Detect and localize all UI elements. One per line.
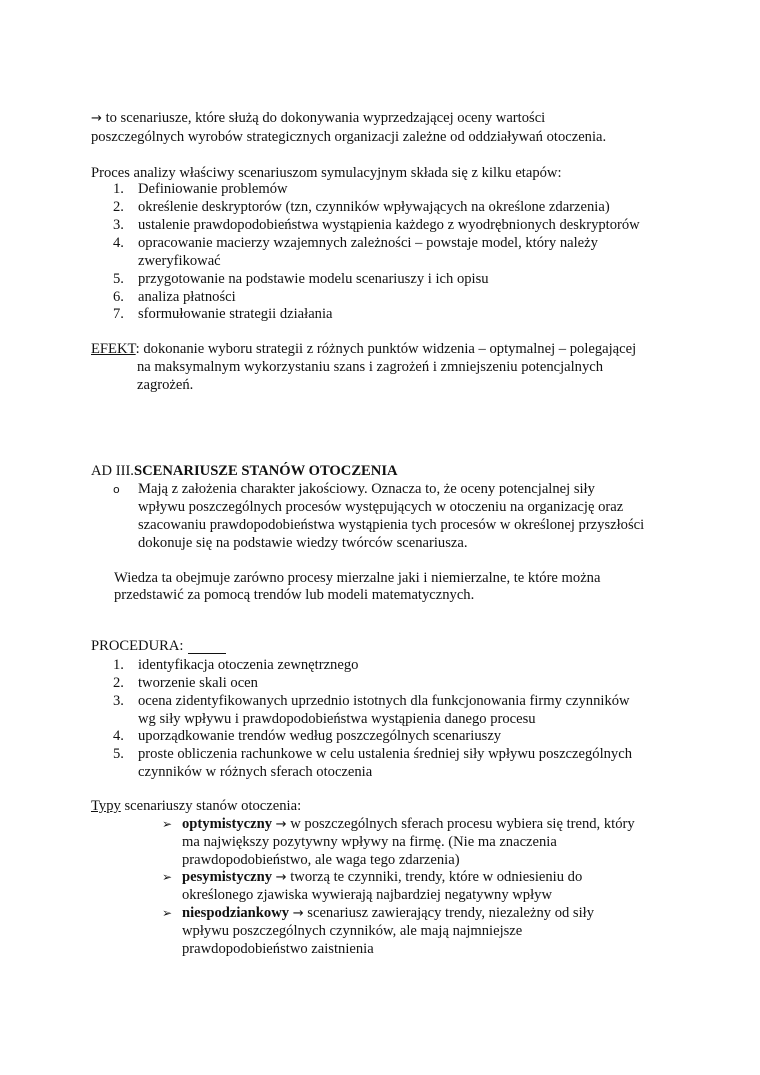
bullet-line: dokonuje się na podstawie wiedzy twórców scenariusza. <box>138 535 468 551</box>
procedure-item-continued: wg siły wpływu i prawdopodobieństwa wystąpienia danego procesu <box>138 711 536 727</box>
process-item-number: 4. <box>113 235 124 251</box>
process-item-number: 7. <box>113 306 124 322</box>
process-item: sformułowanie strategii działania <box>138 306 333 322</box>
type-pessimistic-line-2: określonego zjawiska wywierają najbardziej negatywny wpływ <box>182 887 552 903</box>
types-heading: Typy scenariuszy stanów otoczenia: <box>91 798 302 814</box>
bullet-line: szacowaniu prawdopodobieństwa wystąpienia tych procesów w określonej przyszłości <box>138 517 645 533</box>
procedure-item-number: 5. <box>113 746 124 762</box>
efekt-label: EFEKT <box>91 341 136 357</box>
process-item-number: 1. <box>113 181 124 197</box>
process-item-number: 2. <box>113 199 124 215</box>
efekt-line-3: zagrożeń. <box>137 377 194 393</box>
type-optimistic-line-2: ma największy pozytywny wpływy na firmę. (Nie ma znaczenia <box>182 834 557 850</box>
procedure-item-number: 4. <box>113 728 124 744</box>
efekt-line-2: na maksymalnym wykorzystaniu szans i zagrożeń i zmniejszeniu potencjalnych <box>137 359 604 375</box>
intro-line-1: → to scenariusze, które służą do dokonywania wyprzedzającej oceny wartości <box>91 110 546 126</box>
circle-bullet-icon: o <box>113 483 120 496</box>
process-item: przygotowanie na podstawie modelu scenariuszy i ich opisu <box>138 271 489 287</box>
knowledge-line-1: Wiedza ta obejmuje zarówno procesy mierzalne jaki i niemierzalne, te które można <box>114 570 601 586</box>
arrow-bullet-icon: ➢ <box>162 870 173 884</box>
type-pessimistic-line-1: pesymistyczny → tworzą te czynniki, trendy, które w odniesieniu do <box>182 869 583 885</box>
bullet-line: Mają z założenia charakter jakościowy. Oznacza to, że oceny potencjalnej siły <box>138 481 595 497</box>
procedure-item-continued: czynników w różnych sferach otoczenia <box>138 764 373 780</box>
type-optimistic-line-3: prawdopodobieństwo, ale waga tego zdarzenia) <box>182 852 460 868</box>
process-item: Definiowanie problemów <box>138 181 288 197</box>
section-title: SCENARIUSZE STANÓW OTOCZENIA <box>133 463 398 479</box>
procedure-item: proste obliczenia rachunkowe w celu ustalenia średniej siły wpływu poszczególnych <box>138 746 632 762</box>
type-surprise-line-3: prawdopodobieństwo zaistnienia <box>182 941 374 957</box>
process-item: opracowanie macierzy wzajemnych zależności – powstaje model, który należy <box>138 235 598 251</box>
procedure-item-number: 1. <box>113 657 124 673</box>
procedure-item: tworzenie skali ocen <box>138 675 258 691</box>
procedure-item: uporządkowanie trendów według poszczególnych scenariuszy <box>138 728 502 744</box>
procedure-label: PROCEDURA: <box>91 638 184 654</box>
process-item-number: 5. <box>113 271 124 287</box>
procedure-item-number: 3. <box>113 693 124 709</box>
bullet-line: wpływu poszczególnych procesów występujących w otoczeniu na organizację oraz <box>138 499 624 515</box>
knowledge-line-2: przedstawić za pomocą trendów lub modeli matematycznych. <box>114 587 475 603</box>
right-arrow-icon: → <box>292 906 304 921</box>
process-heading: Proces analizy właściwy scenariuszom symulacyjnym składa się z kilku etapów: <box>91 165 562 181</box>
type-surprise-line-2: wpływu poszczególnych czynników, ale mają najmniejsze <box>182 923 523 939</box>
types-label: Typy <box>91 798 121 814</box>
process-item-number: 3. <box>113 217 124 233</box>
process-item: ustalenie prawdopodobieństwa wystąpienia każdego z wyodrębnionych deskryptorów <box>138 217 640 233</box>
process-item: określenie deskryptorów (tzn, czynników wpływających na określone zdarzenia) <box>138 199 610 215</box>
intro-line-2: poszczególnych wyrobów strategicznych organizacji zależne od oddziaływań otoczenia. <box>91 129 607 145</box>
procedure-underline <box>188 653 226 654</box>
procedure-item: ocena zidentyfikowanych uprzednio istotnych dla funkcjonowania firmy czynników <box>138 693 630 709</box>
right-arrow-icon: → <box>91 111 102 126</box>
procedure-item: identyfikacja otoczenia zewnętrznego <box>138 657 359 673</box>
arrow-bullet-icon: ➢ <box>162 906 173 920</box>
type-surprise-line-1: niespodziankowy → scenariusz zawierający trendy, niezależny od siły <box>182 905 595 921</box>
efekt-line-1: EFEKT: dokonanie wyboru strategii z różnych punktów widzenia – optymalnej – polegającej <box>91 341 637 357</box>
process-item: analiza płatności <box>138 289 236 305</box>
arrow-bullet-icon: ➢ <box>162 817 173 831</box>
right-arrow-icon: → <box>275 870 287 885</box>
process-item-continued: zweryfikować <box>138 253 221 269</box>
right-arrow-icon: → <box>275 817 287 832</box>
section-heading: AD III.SCENARIUSZE STANÓW OTOCZENIA <box>91 463 398 479</box>
process-item-number: 6. <box>113 289 124 305</box>
type-optimistic-line-1: optymistyczny → w poszczególnych sferach procesu wybiera się trend, który <box>182 816 635 832</box>
procedure-item-number: 2. <box>113 675 124 691</box>
